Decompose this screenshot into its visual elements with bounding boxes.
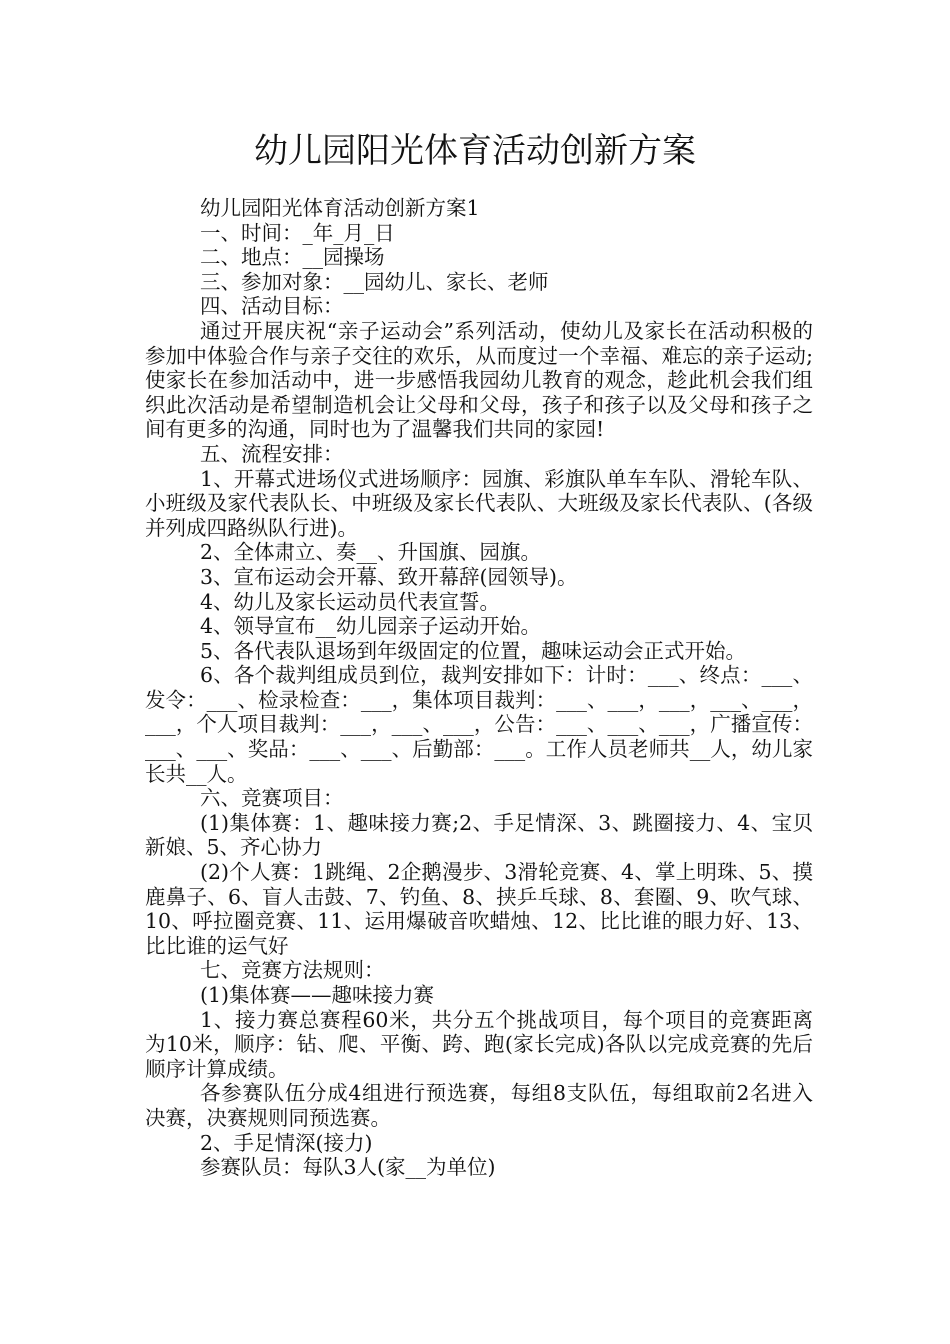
events-individual-paragraph: (2)个人赛：1跳绳、2企鹅漫步、3滑轮竞赛、4、掌上明珠、5、摸鹿鼻子、6、盲人击鼓、7、钓鱼、8、挟乒乓球、8、套圈、9、吹气球、10、呼拉圈竞赛、11、运用爆破音吹蜡烛、12、比比谁的眼力好、13、比比谁的运气好 (145, 860, 813, 958)
flow-item: 3、宣布运动会开幕、致开幕辞(园领导)。 (200, 564, 578, 589)
document-title: 幼儿园阳光体育活动创新方案 (254, 131, 696, 171)
rules-hands-members: 参赛队员：每队3人(家__为单位) (200, 1155, 496, 1180)
goal-paragraph: 通过开展庆祝“亲子运动会”系列活动，使幼儿及家长在活动积极的参加中体验合作与亲子交往的欢乐，从而度过一个幸福、难忘的亲子运动;使家长在参加活动中，进一步感悟我园幼儿教育的观念，趁此机会我们组织此次活动是希望制造机会让父母和父母，孩子和孩子以及父母和孩子之间有更多的沟通，同时也为了温馨我们共同的家园! (145, 318, 813, 442)
rules-hands-heading: 2、手足情深(接力) (200, 1130, 373, 1155)
flow-item: 2、全体肃立、奏__、升国旗、园旗。 (200, 540, 542, 565)
rules-relay-heading: (1)集体赛——趣味接力赛 (200, 983, 435, 1007)
participants-line: 三、参加对象：__园幼儿、家长、老师 (200, 269, 549, 294)
flow-heading: 五、流程安排： (200, 441, 344, 466)
place-line: 二、地点：__园操场 (200, 245, 385, 270)
rules-relay-paragraph: 1、接力赛总赛程60米，共分五个挑战项目，每个项目的竞赛距离为10米，顺序：钻、爬、平衡、跨、跑(家长完成)各队以完成竞赛的先后顺序计算成绩。 (145, 1007, 813, 1081)
rules-relay-paragraph: 各参赛队伍分成4组进行预选赛，每组8支队伍，每组取前2名进入决赛，决赛规则同预选赛。 (145, 1081, 813, 1130)
section-subtitle: 幼儿园阳光体育活动创新方案1 (200, 196, 480, 220)
flow-item: 4、幼儿及家长运动员代表宣誓。 (200, 589, 501, 614)
goal-heading: 四、活动目标： (200, 294, 344, 319)
time-line: 一、时间：_年_月_日 (200, 220, 395, 245)
rules-heading: 七、竞赛方法规则： (200, 958, 385, 983)
events-group-paragraph: (1)集体赛：1、趣味接力赛;2、手足情深、3、跳圈接力、4、宝贝新娘、5、齐心协力 (145, 810, 813, 860)
flow-item: 4、领导宣布__幼儿园亲子运动开始。 (200, 614, 542, 639)
events-heading: 六、竞赛项目： (200, 786, 344, 811)
flow-item: 5、各代表队退场到年级固定的位置，趣味运动会正式开始。 (200, 638, 747, 663)
flow-item: 1、开幕式进场仪式进场顺序：园旗、彩旗队单车车队、滑轮车队、小班级及家代表队长、中班级及家长代表队、大班级及家长代表队、(各级并列成四路纵队行进)。 (145, 466, 813, 540)
flow-item: 6、各个裁判组成员到位，裁判安排如下：计时：___、终点：___、发令：___、检录检查：___，集体项目裁判：___、___，___，___、___，___，个人项目裁判：___，___、___，公告：___、___、___，广播宣传：___、___、奖品：___、___、后勤部：___。工作人员老师共__人，幼儿家长共__人。 (145, 663, 813, 786)
document-body (145, 196, 813, 1180)
